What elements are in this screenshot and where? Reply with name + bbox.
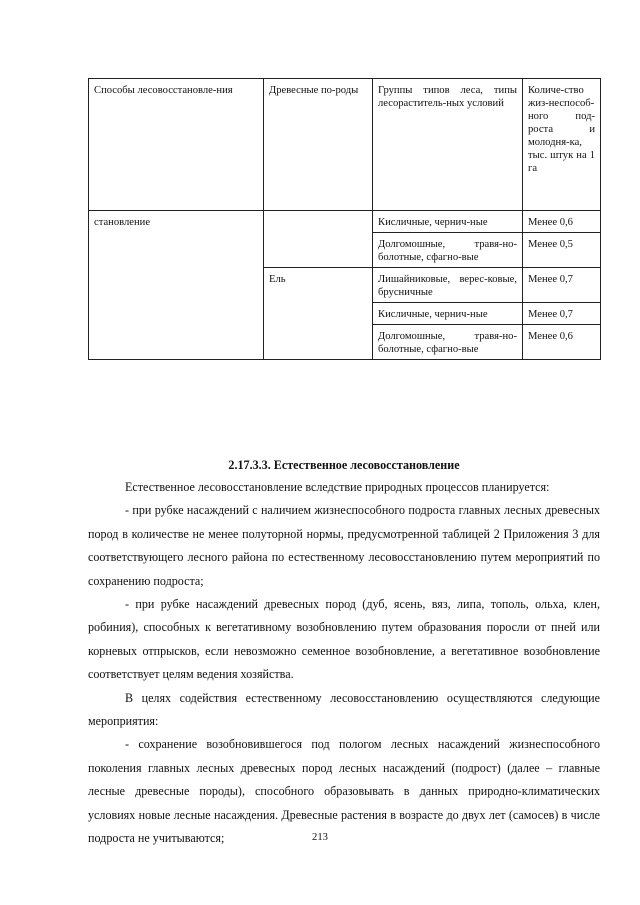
species-cell-empty — [264, 211, 373, 268]
paragraph-measures: В целях содействия естественному лесовосстановлению осуществляются следующие мероприятия: — [88, 690, 600, 729]
quantity-cell: Менее 0,5 — [523, 233, 601, 268]
forest-type-cell: Кисличные, чернич-ные — [373, 211, 523, 233]
page-number: 213 — [312, 832, 328, 843]
quantity-cell: Менее 0,7 — [523, 303, 601, 325]
section-body — [88, 455, 600, 851]
species-cell-spruce: Ель — [264, 268, 373, 360]
header-methods: Способы лесовосстановле-ния — [89, 79, 264, 211]
header-quantity: Количе-ство жиз-неспособ-ного под-роста и молодня-ка, тыс. штук на 1 га — [523, 79, 601, 211]
forest-type-cell: Кисличные, чернич-ные — [373, 303, 523, 325]
paragraph-vegetative: - при рубке насаждений древесных пород (дуб, ясень, вяз, липа, тополь, ольха, клен, робиния), способных к вегетативному возобновлению путем образования поросли от пней или корневых отпрысков, если невозможно семенное возобновление, а вегетативное возобновление соответствует целям ведения хозяйства. — [88, 597, 600, 682]
regeneration-table — [88, 78, 601, 360]
forest-type-cell: Долгомошные, травя-но-болотные, сфагно-вые — [373, 233, 523, 268]
header-species: Древесные по-роды — [264, 79, 373, 211]
forest-type-cell: Долгомошные, травя-но-болотные, сфагно-вые — [373, 325, 523, 360]
quantity-cell: Менее 0,7 — [523, 268, 601, 303]
table-row — [89, 211, 601, 233]
section-heading: 2.17.3.3. Естественное лесовосстановление — [228, 458, 460, 472]
method-cell: становление — [89, 211, 264, 360]
table-header-row — [89, 79, 601, 211]
header-forest-types: Группы типов леса, типы лесораститель-ных условий — [373, 79, 523, 211]
quantity-cell: Менее 0,6 — [523, 325, 601, 360]
paragraph-preservation: - сохранение возобновившегося под пологом лесных насаждений жизнеспособного поколения главных лесных древесных пород лесных насаждений (подрост) (далее – главные лесные древесные породы), способного образовывать в данных природно-климатических условиях новые лесные насаждения. Древесные растения в возрасте до двух лет (самосев) в числе подроста не учитываются; — [88, 737, 600, 846]
paragraph-intro: Естественное лесовосстановление вследствие природных процессов планируется: — [125, 480, 550, 494]
paragraph-undergrowth: - при рубке насаждений с наличием жизнеспособного подроста главных лесных древесных пород в количестве не менее полуторной нормы, предусмотренной таблицей 2 Приложения 3 для соответствующего лесного района по естественному лесовосстановлению путем мероприятий по сохранению подроста; — [88, 503, 600, 588]
forest-type-cell: Лишайниковые, верес-ковые, брусничные — [373, 268, 523, 303]
quantity-cell: Менее 0,6 — [523, 211, 601, 233]
